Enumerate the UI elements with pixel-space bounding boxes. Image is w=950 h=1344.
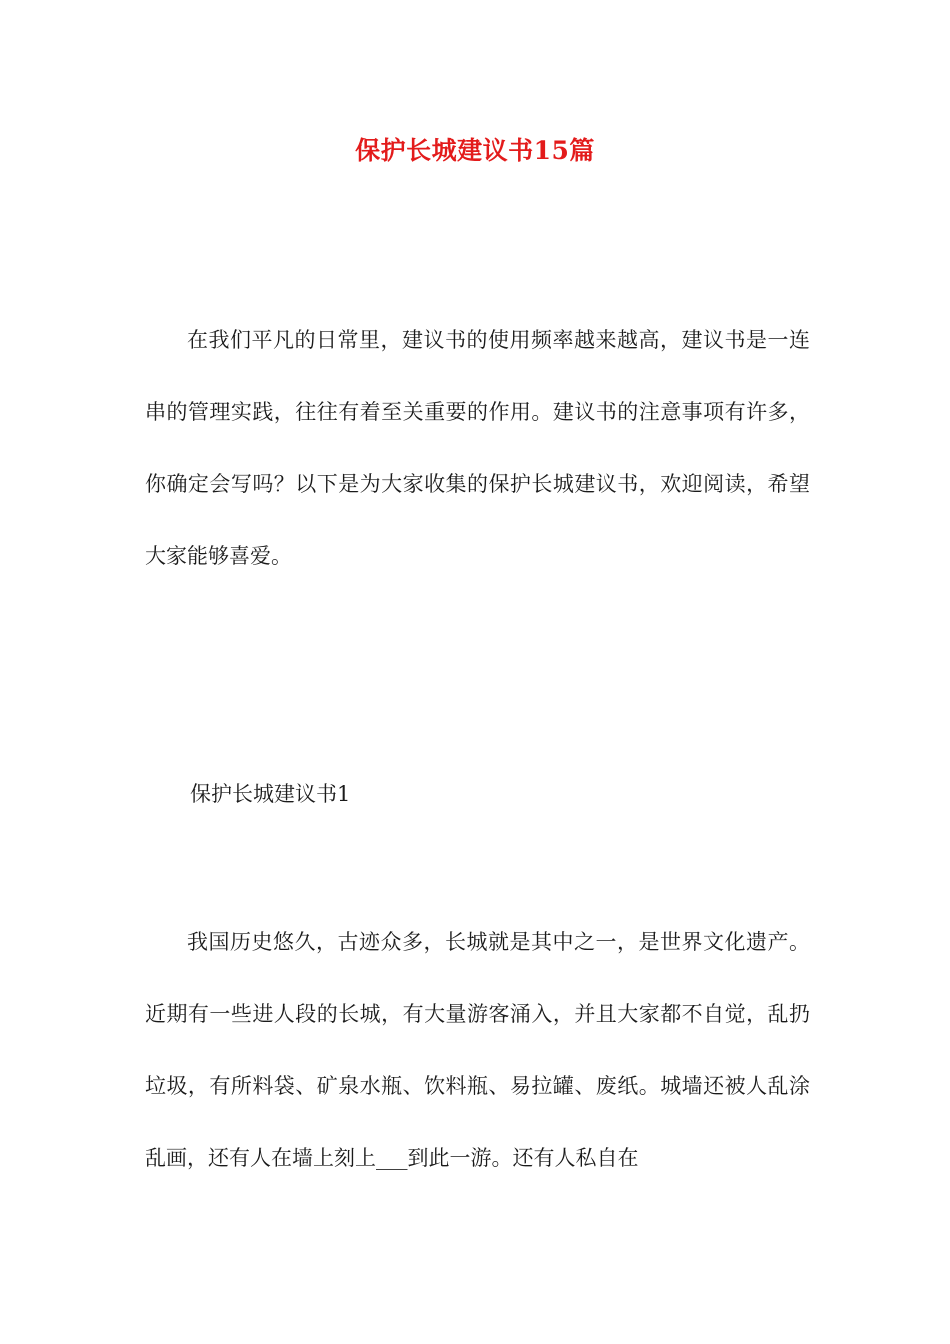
intro-paragraph: 在我们平凡的日常里，建议书的使用频率越来越高，建议书是一连串的管理实践，往往有着至关重要的作用。建议书的注意事项有许多，你确定会写吗？以下是为大家收集的保护长城建议书，欢迎阅读，希望大家能够喜爱。 [145, 328, 810, 568]
document-title: 保护长城建议书15篇 [355, 136, 595, 165]
section-heading: 保护长城建议书1 [190, 782, 351, 806]
section-body-paragraph: 我国历史悠久，古迹众多，长城就是其中之一，是世界文化遗产。近期有一些进人段的长城，有大量游客涌入，并且大家都不自觉，乱扔垃圾，有所料袋、矿泉水瓶、饮料瓶、易拉罐、废纸。城墙还被人乱涂乱画，还有人在墙上刻上___到此一游。还有人私自在 [145, 930, 810, 1170]
